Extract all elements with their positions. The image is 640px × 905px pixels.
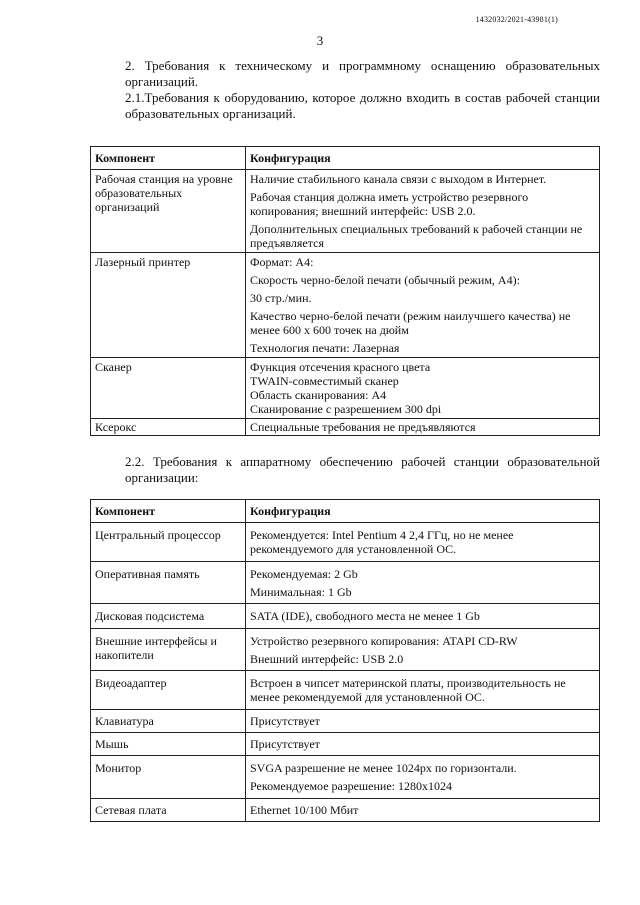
config-line: Формат: А4: xyxy=(250,255,314,269)
column-header-component: Компонент xyxy=(91,147,246,170)
config-line: Ethernet 10/100 Мбит xyxy=(250,803,359,817)
config-line: Рекомендуется: Intel Pentium 4 2,4 ГГц, но не менее рекомендуемого для установленной ОС. xyxy=(250,528,514,556)
config-cell xyxy=(246,733,600,756)
section-2-2-heading-text: 2.2. Требования к аппаратному обеспечению рабочей станции образовательной организации: xyxy=(125,454,600,485)
component-cell: Рабочая станция на уровне образовательных организаций xyxy=(91,170,246,253)
component-cell: Дисковая подсистема xyxy=(91,604,246,629)
config-line: Присутствует xyxy=(250,714,320,728)
config-line: Минимальная: 1 Gb xyxy=(250,585,352,599)
component-cell: Центральный процессор xyxy=(91,523,246,562)
component-cell: Клавиатура xyxy=(91,710,246,733)
config-cell xyxy=(246,170,600,253)
table-row xyxy=(91,253,600,358)
equipment-table xyxy=(90,146,600,436)
config-line: Дополнительных специальных требований к рабочей станции не предъявляется xyxy=(250,222,583,250)
document-code: 1432032/2021-43981(1) xyxy=(475,15,558,24)
table-row xyxy=(91,756,600,799)
section-2-heading-text: 2. Требования к техническому и программному оснащению образовательных организаций. xyxy=(125,58,600,89)
config-line: Область сканирования: А4 xyxy=(250,388,387,402)
component-cell: Сканер xyxy=(91,358,246,419)
table-row xyxy=(91,629,600,671)
config-line: Качество черно-белой печати (режим наилучшего качества) не менее 600 х 600 точек на дюйм xyxy=(250,309,571,337)
section-2-1-heading-text: 2.1.Требования к оборудованию, которое должно входить в состав рабочей станции образовательных организаций. xyxy=(125,90,600,121)
table-row xyxy=(91,710,600,733)
config-cell xyxy=(246,629,600,671)
config-line: Встроен в чипсет материнской платы, производительность не менее рекомендуемой для установленной ОС. xyxy=(250,676,566,704)
config-cell xyxy=(246,562,600,604)
config-line: Присутствует xyxy=(250,737,320,751)
config-cell xyxy=(246,710,600,733)
config-cell xyxy=(246,604,600,629)
table-row xyxy=(91,733,600,756)
page-number: 3 xyxy=(316,33,324,48)
section-2-2-heading xyxy=(90,454,600,486)
component-cell: Внешние интерфейсы и накопители xyxy=(91,629,246,671)
config-line: Рекомендуемая: 2 Gb xyxy=(250,567,358,581)
hardware-table xyxy=(90,499,600,822)
table-row xyxy=(91,799,600,822)
config-line: Устройство резервного копирования: ATAPI CD-RW xyxy=(250,634,518,648)
config-line: Внешний интерфейс: USB 2.0 xyxy=(250,652,404,666)
table-header-row xyxy=(91,500,600,523)
config-line: TWAIN-совместимый сканер xyxy=(250,374,399,388)
config-line: SVGA разрешение не менее 1024px по горизонтали. xyxy=(250,761,517,775)
table-row xyxy=(91,523,600,562)
table-row xyxy=(91,671,600,710)
config-line: SATA (IDE), свободного места не менее 1 Gb xyxy=(250,609,480,623)
config-cell xyxy=(246,799,600,822)
table-row xyxy=(91,358,600,419)
config-line: Скорость черно-белой печати (обычный режим, А4): xyxy=(250,273,520,287)
config-line: Сканирование с разрешением 300 dpi xyxy=(250,402,442,416)
config-cell xyxy=(246,671,600,710)
table-row xyxy=(91,562,600,604)
config-line: Специальные требования не предъявляются xyxy=(250,420,476,434)
column-header-component: Компонент xyxy=(91,500,246,523)
config-line: Функция отсечения красного цвета xyxy=(250,360,431,374)
config-line: 30 стр./мин. xyxy=(250,291,312,305)
component-cell: Видеоадаптер xyxy=(91,671,246,710)
table-row xyxy=(91,604,600,629)
column-header-config: Конфигурация xyxy=(246,500,600,523)
section-2-heading xyxy=(90,58,600,90)
config-cell xyxy=(246,523,600,562)
table-row xyxy=(91,170,600,253)
config-cell xyxy=(246,756,600,799)
config-line: Рабочая станция должна иметь устройство резервного копирования; внешний интерфейс: USB 2.0. xyxy=(250,190,529,218)
section-2-1-heading xyxy=(90,90,600,122)
component-cell: Ксерокс xyxy=(91,419,246,436)
table-header-row xyxy=(91,147,600,170)
component-cell: Оперативная память xyxy=(91,562,246,604)
config-line: Наличие стабильного канала связи с выходом в Интернет. xyxy=(250,172,547,186)
config-line: Технология печати: Лазерная xyxy=(250,341,400,355)
component-cell: Лазерный принтер xyxy=(91,253,246,358)
column-header-config: Конфигурация xyxy=(246,147,600,170)
config-cell xyxy=(246,358,600,419)
config-cell xyxy=(246,253,600,358)
config-line: Рекомендуемое разрешение: 1280x1024 xyxy=(250,779,452,793)
table-row xyxy=(91,419,600,436)
component-cell: Мышь xyxy=(91,733,246,756)
component-cell: Сетевая плата xyxy=(91,799,246,822)
component-cell: Монитор xyxy=(91,756,246,799)
config-cell xyxy=(246,419,600,436)
